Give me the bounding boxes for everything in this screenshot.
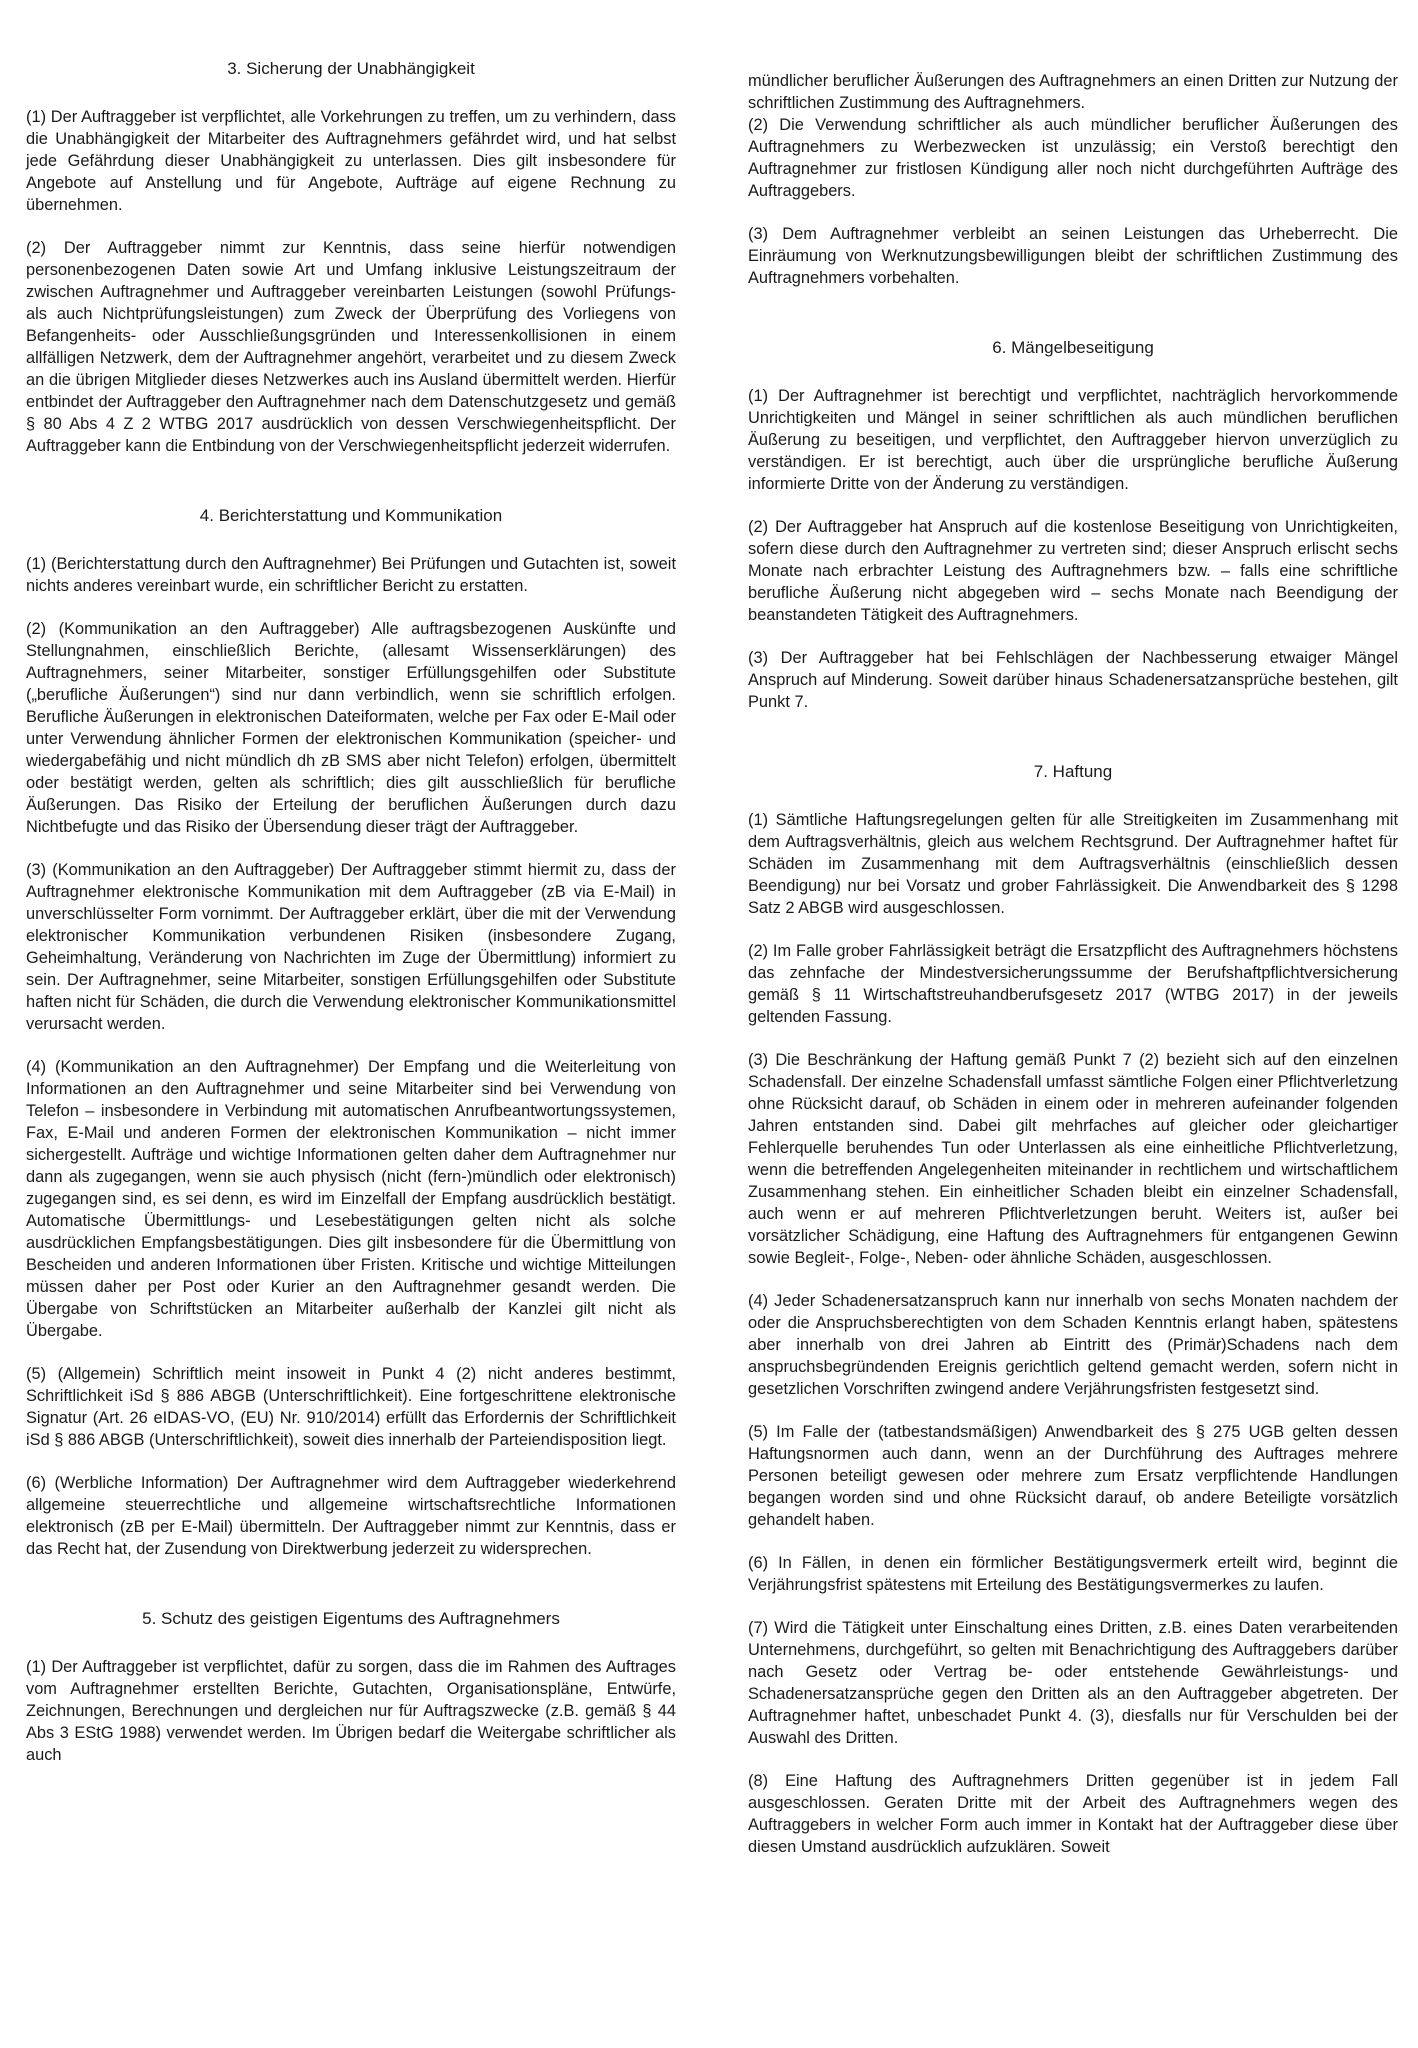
section-4-paragraph-5: (5) (Allgemein) Schriftlich meint insoweit in Punkt 4 (2) nicht anderes bestimmt, Schriftlichkeit iSd § 886 ABGB (Unterschriftlichkeit). Eine fortgeschrittene elektronische Signatur (Art. 26 eIDAS-VO, (EU) Nr. 910/2014) erfüllt das Erfordernis der Schriftlichkeit iSd § 886 ABGB (Unterschriftlichkeit), soweit dies innerhalb der Parteiendisposition liegt. — [26, 1365, 676, 1449]
section-7-paragraph-4: (4) Jeder Schadenersatzanspruch kann nur innerhalb von sechs Monaten nachdem der oder die Anspruchsberechtigten von dem Schaden Kenntnis erlangt haben, spätestens aber innerhalb von drei Jahren ab Eintritt des (Primär)Schadens nach dem anspruchsbegründenden Ereignis gerichtlich geltend gemacht werden, sofern nicht in gesetzlichen Vorschriften zwingend andere Verjährungsfristen festgesetzt sind. — [748, 1292, 1398, 1398]
section-5-paragraph-1: (1) Der Auftraggeber ist verpflichtet, dafür zu sorgen, dass die im Rahmen des Auftrages vom Auftragnehmer erstellten Berichte, Gutachten, Organisationspläne, Entwürfe, Zeichnungen, Berechnungen und dergleichen nur für Auftragszwecke (z.B. gemäß § 44 Abs 3 EStG 1988) verwendet werden. Im Übrigen bedarf die Weitergabe schriftlicher als auch — [26, 1658, 676, 1764]
section-6-paragraph-2: (2) Der Auftraggeber hat Anspruch auf die kostenlose Beseitigung von Unrichtigkeiten, sofern diese durch den Auftragnehmer zu vertreten sind; dieser Anspruch erlischt sechs Monate nach erbrachter Leistung des Auftragnehmers bzw. – falls eine schriftliche berufliche Äußerung nicht abgegeben wird – sechs Monate nach Beendigung der beanstandeten Tätigkeit des Auftragnehmers. — [748, 518, 1398, 624]
section-7-paragraph-1: (1) Sämtliche Haftungsregelungen gelten für alle Streitigkeiten im Zusammenhang mit dem Auftragsverhältnis, gleich aus welchem Rechtsgrund. Der Auftragnehmer haftet für Schäden im Zusammenhang mit dem Auftragsverhältnis (einschließlich dessen Beendigung) nur bei Vorsatz und grober Fahrlässigkeit. Die Anwendbarkeit des § 1298 Satz 2 ABGB wird ausgeschlossen. — [748, 811, 1398, 917]
section-3-paragraph-2: (2) Der Auftraggeber nimmt zur Kenntnis, dass seine hierfür notwendigen personenbezogenen Daten sowie Art und Umfang inklusive Leistungszeitraum der zwischen Auftragnehmer und Auftraggeber vereinbarten Leistungen (sowohl Prüfungs- als auch Nichtprüfungsleistungen) zum Zweck der Überprüfung des Vorliegens von Befangenheits- oder Ausschließungsgründen und Interessenkollisionen in einem allfälligen Netzwerk, dem der Auftragnehmer angehört, verarbeitet und zu diesem Zweck an die übrigen Mitglieder dieses Netzwerkes auch ins Ausland übermittelt werden. Hierfür entbindet der Auftraggeber den Auftragnehmer nach dem Datenschutzgesetz und gemäß § 80 Abs 4 Z 2 WTBG 2017 ausdrücklich von dessen Verschwiegenheitspflicht. Der Auftraggeber kann die Entbindung von der Verschwiegenheitspflicht jederzeit widerrufen. — [26, 239, 676, 455]
section-4-paragraph-3: (3) (Kommunikation an den Auftraggeber) Der Auftraggeber stimmt hiermit zu, dass der Auftragnehmer elektronische Kommunikation mit dem Auftraggeber (zB via E-Mail) in unverschlüsselter Form vornimmt. Der Auftraggeber erklärt, über die mit der Verwendung elektronischer Kommunikation verbundenen Risiken (insbesondere Zugang, Geheimhaltung, Veränderung von Nachrichten im Zuge der Übermittlung) informiert zu sein. Der Auftragnehmer, seine Mitarbeiter, sonstigen Erfüllungsgehilfen oder Substitute haften nicht für Schäden, die durch die Verwendung elektronischer Kommunikationsmittel verursacht werden. — [26, 861, 676, 1033]
section-4-paragraph-6: (6) (Werbliche Information) Der Auftragnehmer wird dem Auftraggeber wiederkehrend allgemeine steuerrechtliche und allgemeine wirtschaftsrechtliche Informationen elektronisch (zB per E-Mail) übermitteln. Der Auftraggeber nimmt zur Kenntnis, dass er das Recht hat, der Zusendung von Direktwerbung jederzeit zu widersprechen. — [26, 1474, 676, 1558]
section-6-title: 6. Mängelbeseitigung — [992, 338, 1154, 357]
section-7-paragraph-3: (3) Die Beschränkung der Haftung gemäß Punkt 7 (2) bezieht sich auf den einzelnen Schadensfall. Der einzelne Schadensfall umfasst sämtliche Folgen einer Pflichtverletzung ohne Rücksicht darauf, ob Schäden in einem oder in mehreren aufeinander folgenden Jahren entstanden sind. Dabei gilt mehrfaches auf gleicher oder gleichartiger Fehlerquelle beruhendes Tun oder Unterlassen als eine einheitliche Pflichtverletzung, wenn die betreffenden Angelegenheiten miteinander in rechtlichem und wirtschaftlichem Zusammenhang stehen. Ein einheitlicher Schaden bleibt ein einzelner Schadensfall, auch wenn er auf mehreren Pflichtverletzungen beruht. Weiters ist, außer bei vorsätzlicher Schädigung, eine Haftung des Auftragnehmers für entgangenen Gewinn sowie Begleit-, Folge-, Neben- oder ähnliche Schäden, ausgeschlossen. — [748, 1051, 1398, 1267]
left-column — [26, 58, 676, 1766]
section-5-paragraph-3: (3) Dem Auftragnehmer verbleibt an seinen Leistungen das Urheberrecht. Die Einräumung von Werknutzungsbewilligungen bleibt der schriftlichen Zustimmung des Auftragnehmers vorbehalten. — [748, 225, 1398, 287]
section-6-paragraph-1: (1) Der Auftragnehmer ist berechtigt und verpflichtet, nachträglich hervorkommende Unrichtigkeiten und Mängel in seiner schriftlichen als auch mündlichen beruflichen Äußerung zu beseitigen, und verpflichtet, den Auftraggeber hiervon unverzüglich zu verständigen. Er ist berechtigt, auch über die ursprüngliche berufliche Äußerung informierte Dritte von der Änderung zu verständigen. — [748, 387, 1398, 493]
section-5-paragraph-1-continued: mündlicher beruflicher Äußerungen des Auftragnehmers an einen Dritten zur Nutzung der schriftlichen Zustimmung des Auftragnehmers. — [748, 72, 1398, 112]
section-3-title: 3. Sicherung der Unabhängigkeit — [227, 59, 475, 78]
section-7-paragraph-7: (7) Wird die Tätigkeit unter Einschaltung eines Dritten, z.B. eines Daten verarbeitenden Unternehmens, durchgeführt, so gelten mit Benachrichtigung des Auftraggebers darüber nach Gesetz oder Vertrag be- oder entstehende Gewährleistungs- und Schadenersatzansprüche gegen den Dritten als an den Auftraggeber abgetreten. Der Auftragnehmer haftet, unbeschadet Punkt 4. (3), diesfalls nur für Verschulden bei der Auswahl des Dritten. — [748, 1619, 1398, 1747]
right-column — [748, 70, 1398, 1858]
section-4-paragraph-1: (1) (Berichterstattung durch den Auftragnehmer) Bei Prüfungen und Gutachten ist, soweit nichts anderes vereinbart wurde, ein schriftlicher Bericht zu erstatten. — [26, 555, 676, 595]
section-6-paragraph-3: (3) Der Auftraggeber hat bei Fehlschlägen der Nachbesserung etwaiger Mängel Anspruch auf Minderung. Soweit darüber hinaus Schadenersatzansprüche bestehen, gilt Punkt 7. — [748, 649, 1398, 711]
section-7-paragraph-6: (6) In Fällen, in denen ein förmlicher Bestätigungsvermerk erteilt wird, beginnt die Verjährungsfrist spätestens mit Erteilung des Bestätigungsvermerkes zu laufen. — [748, 1554, 1398, 1594]
section-3-paragraph-1: (1) Der Auftraggeber ist verpflichtet, alle Vorkehrungen zu treffen, um zu verhindern, dass die Unabhängigkeit der Mitarbeiter des Auftragnehmers gefährdet wird, und hat selbst jede Gefährdung dieser Unabhängigkeit zu unterlassen. Dies gilt insbesondere für Angebote auf Anstellung und für Angebote, Aufträge auf eigene Rechnung zu übernehmen. — [26, 108, 676, 214]
section-4-paragraph-4: (4) (Kommunikation an den Auftragnehmer) Der Empfang und die Weiterleitung von Informationen an den Auftragnehmer und seine Mitarbeiter sind bei Verwendung von Telefon – insbesondere in Verbindung mit automatischen Anrufbeantwortungssystemen, Fax, E-Mail und anderen Formen der elektronischen Kommunikation – nicht immer sichergestellt. Aufträge und wichtige Informationen gelten daher dem Auftragnehmer nur dann als zugegangen, wenn sie auch physisch (nicht (fern-)mündlich oder elektronisch) zugegangen sind, es sei denn, es wird im Einzelfall der Empfang ausdrücklich bestätigt. Automatische Übermittlungs- und Lesebestätigungen gelten nicht als solche ausdrücklichen Empfangsbestätigungen. Dies gilt insbesondere für die Übermittlung von Bescheiden und anderen Informationen über Fristen. Kritische und wichtige Mitteilungen müssen daher per Post oder Kurier an den Auftragnehmer gesandt werden. Die Übergabe von Schriftstücken an Mitarbeiter außerhalb der Kanzlei gilt nicht als Übergabe. — [26, 1058, 676, 1340]
section-7-title: 7. Haftung — [1033, 762, 1113, 781]
section-7-paragraph-2: (2) Im Falle grober Fahrlässigkeit beträgt die Ersatzpflicht des Auftragnehmers höchstens das zehnfache der Mindestversicherungssumme der Berufshaftpflichtversicherung gemäß § 11 Wirtschaftstreuhandberufsgesetz 2017 (WTBG 2017) in der jeweils geltenden Fassung. — [748, 942, 1398, 1026]
section-5-paragraph-2: (2) Die Verwendung schriftlicher als auch mündlicher beruflicher Äußerungen des Auftragnehmers zu Werbezwecken ist unzulässig; ein Verstoß berechtigt den Auftragnehmer zur fristlosen Kündigung aller noch nicht durchgeführten Aufträge des Auftraggebers. — [748, 116, 1398, 200]
section-4-title: 4. Berichterstattung und Kommunikation — [199, 506, 503, 525]
section-5-title: 5. Schutz des geistigen Eigentums des Auftragnehmers — [142, 1609, 560, 1628]
section-7-paragraph-5: (5) Im Falle der (tatbestandsmäßigen) Anwendbarkeit des § 275 UGB gelten dessen Haftungsnormen auch dann, wenn an der Durchführung des Auftrages mehrere Personen beteiligt gewesen oder mehrere zum Ersatz verpflichtende Handlungen begangen worden sind und ohne Rücksicht darauf, ob andere Beteiligte vorsätzlich gehandelt haben. — [748, 1423, 1398, 1529]
section-4-paragraph-2: (2) (Kommunikation an den Auftraggeber) Alle auftragsbezogenen Auskünfte und Stellungnahmen, einschließlich Berichte, (allesamt Wissenserklärungen) des Auftragnehmers, seiner Mitarbeiter, sonstiger Erfüllungsgehilfen oder Substitute („berufliche Äußerungen“) sind nur dann verbindlich, wenn sie schriftlich erfolgen. Berufliche Äußerungen in elektronischen Dateiformaten, welche per Fax oder E-Mail oder unter Verwendung ähnlicher Formen der elektronischen Kommunikation (speicher- und wiedergabefähig und nicht mündlich dh zB SMS aber nicht Telefon) erfolgen, übermittelt oder bestätigt werden, gelten als schriftlich; dies gilt ausschließlich für berufliche Äußerungen. Das Risiko der Erteilung der beruflichen Äußerungen durch dazu Nichtbefugte und das Risiko der Übersendung dieser trägt der Auftraggeber. — [26, 620, 676, 836]
section-7-paragraph-8: (8) Eine Haftung des Auftragnehmers Dritten gegenüber ist in jedem Fall ausgeschlossen. Geraten Dritte mit der Arbeit des Auftragnehmers wegen des Auftraggebers in welcher Form auch immer in Kontakt hat der Auftraggeber diese über diesen Umstand ausdrücklich aufzuklären. Soweit — [748, 1772, 1398, 1856]
